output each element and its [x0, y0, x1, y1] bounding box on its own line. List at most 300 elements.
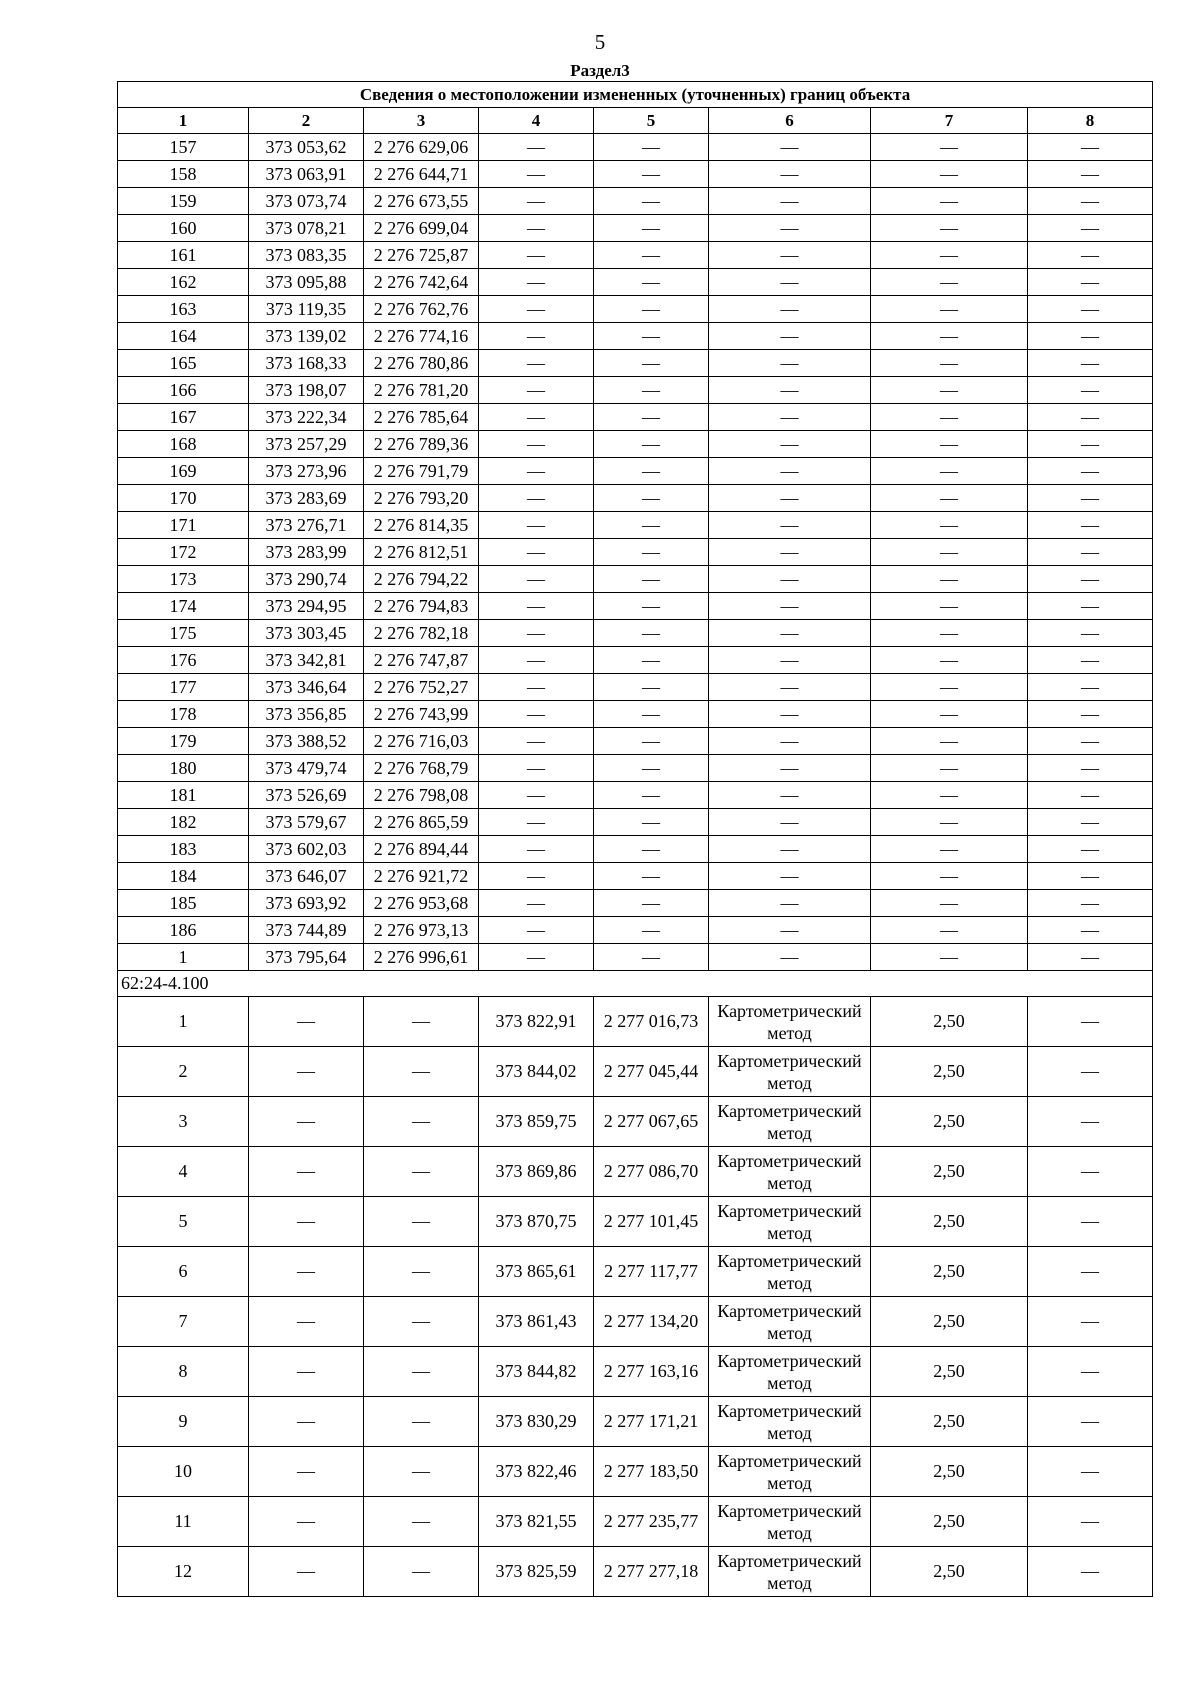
- table-row: [118, 755, 1153, 782]
- table-cell: 2,50: [871, 1497, 1028, 1547]
- table-cell: —: [1028, 1397, 1153, 1447]
- table-cell: —: [871, 350, 1028, 377]
- table-cell: 373 276,71: [249, 512, 364, 539]
- table-cell: —: [594, 917, 709, 944]
- table-cell: 373 830,29: [479, 1397, 594, 1447]
- table-cell: 373 168,33: [249, 350, 364, 377]
- table-cell: 373 795,64: [249, 944, 364, 971]
- table-cell: 7: [118, 1297, 249, 1347]
- table-cell: 2,50: [871, 1297, 1028, 1347]
- table-cell: 2,50: [871, 1447, 1028, 1497]
- table-cell: 2 277 067,65: [594, 1097, 709, 1147]
- table-row: [118, 485, 1153, 512]
- table-cell: —: [594, 242, 709, 269]
- table-cell: 2 276 791,79: [364, 458, 479, 485]
- table-cell: 2 276 781,20: [364, 377, 479, 404]
- table-cell: —: [594, 944, 709, 971]
- table-row: [118, 728, 1153, 755]
- table-cell: 2 276 725,87: [364, 242, 479, 269]
- table-cell: —: [364, 1547, 479, 1597]
- table-cell: —: [871, 566, 1028, 593]
- table-cell: —: [249, 1197, 364, 1247]
- table-row: [118, 593, 1153, 620]
- table-row: [118, 1297, 1153, 1347]
- table-cell: —: [249, 1297, 364, 1347]
- table-cell: 177: [118, 674, 249, 701]
- table-cell: —: [479, 566, 594, 593]
- table-cell: Картометрический метод: [709, 1397, 871, 1447]
- table-cell: —: [594, 296, 709, 323]
- table-cell: —: [594, 350, 709, 377]
- table-row: [118, 296, 1153, 323]
- table-cell: —: [364, 1497, 479, 1547]
- table-cell: 2,50: [871, 1047, 1028, 1097]
- table-cell: 373 861,43: [479, 1297, 594, 1347]
- table-cell: —: [709, 242, 871, 269]
- table-cell: 2,50: [871, 1347, 1028, 1397]
- table-cell: —: [479, 512, 594, 539]
- table-cell: —: [594, 647, 709, 674]
- table-cell: 157: [118, 134, 249, 161]
- table-cell: —: [594, 215, 709, 242]
- table-cell: —: [479, 836, 594, 863]
- table-cell: 373 822,91: [479, 997, 594, 1047]
- table-cell: 373 283,69: [249, 485, 364, 512]
- table-cell: 373 095,88: [249, 269, 364, 296]
- table-cell: 166: [118, 377, 249, 404]
- table-cell: —: [1028, 1497, 1153, 1547]
- table-cell: 373 356,85: [249, 701, 364, 728]
- table-cell: 2 276 785,64: [364, 404, 479, 431]
- table-cell: —: [1028, 566, 1153, 593]
- table-cell: —: [594, 836, 709, 863]
- table-cell: —: [871, 782, 1028, 809]
- table-cell: 2 276 782,18: [364, 620, 479, 647]
- table-cell: —: [1028, 134, 1153, 161]
- table-row: [118, 1397, 1153, 1447]
- table-cell: —: [594, 701, 709, 728]
- table-cell: —: [709, 674, 871, 701]
- table-cell: 373 870,75: [479, 1197, 594, 1247]
- table-cell: 172: [118, 539, 249, 566]
- table-row: [118, 647, 1153, 674]
- table-cell: 373 222,34: [249, 404, 364, 431]
- table-cell: 373 053,62: [249, 134, 364, 161]
- table-cell: 171: [118, 512, 249, 539]
- table-cell: 183: [118, 836, 249, 863]
- table-cell: 2,50: [871, 1147, 1028, 1197]
- table-row: [118, 1347, 1153, 1397]
- table-cell: —: [871, 674, 1028, 701]
- table-cell: —: [1028, 701, 1153, 728]
- table-row: [118, 1247, 1153, 1297]
- table-cell: —: [479, 188, 594, 215]
- table-cell: —: [594, 431, 709, 458]
- table-cell: 10: [118, 1447, 249, 1497]
- table-cell: 1: [118, 944, 249, 971]
- table-cell: —: [1028, 404, 1153, 431]
- table-body: [118, 82, 1153, 1597]
- table-cell: 373 346,64: [249, 674, 364, 701]
- table-cell: —: [871, 188, 1028, 215]
- table-cell: 2 276 794,83: [364, 593, 479, 620]
- table-cell: —: [1028, 269, 1153, 296]
- table-cell: 373 479,74: [249, 755, 364, 782]
- column-header: 1: [118, 108, 249, 134]
- table-cell: —: [249, 1397, 364, 1447]
- table-row: [118, 1097, 1153, 1147]
- table-cell: —: [1028, 863, 1153, 890]
- table-cell: —: [709, 269, 871, 296]
- table-cell: 373 869,86: [479, 1147, 594, 1197]
- table-cell: 6: [118, 1247, 249, 1297]
- table-cell: —: [871, 323, 1028, 350]
- table-row: [118, 782, 1153, 809]
- table-cell: —: [249, 997, 364, 1047]
- table-row: [118, 944, 1153, 971]
- table-cell: —: [594, 161, 709, 188]
- table-cell: 2 276 752,27: [364, 674, 479, 701]
- page-number: 5: [594, 30, 606, 54]
- table-cell: 2 276 814,35: [364, 512, 479, 539]
- table-cell: 162: [118, 269, 249, 296]
- table-cell: 164: [118, 323, 249, 350]
- table-cell: —: [1028, 512, 1153, 539]
- table-cell: —: [871, 512, 1028, 539]
- table-cell: 4: [118, 1147, 249, 1197]
- table-caption-row: [118, 82, 1153, 108]
- table-cell: —: [594, 404, 709, 431]
- table-row: [118, 1547, 1153, 1597]
- table-cell: —: [709, 755, 871, 782]
- table-cell: 2,50: [871, 1247, 1028, 1297]
- table-cell: 2 276 747,87: [364, 647, 479, 674]
- table-cell: 163: [118, 296, 249, 323]
- table-cell: —: [594, 620, 709, 647]
- table-row: [118, 458, 1153, 485]
- table-cell: Картометрический метод: [709, 1447, 871, 1497]
- table-cell: —: [479, 944, 594, 971]
- table-cell: 2 276 768,79: [364, 755, 479, 782]
- table-cell: —: [479, 404, 594, 431]
- table-cell: 2,50: [871, 1397, 1028, 1447]
- column-header: 4: [479, 108, 594, 134]
- table-cell: —: [479, 134, 594, 161]
- table-cell: —: [709, 566, 871, 593]
- table-cell: —: [1028, 215, 1153, 242]
- table-cell: 2 276 673,55: [364, 188, 479, 215]
- table-cell: 2 276 894,44: [364, 836, 479, 863]
- table-cell: 2 276 780,86: [364, 350, 479, 377]
- table-cell: Картометрический метод: [709, 1247, 871, 1297]
- table-cell: —: [709, 296, 871, 323]
- table-cell: —: [1028, 431, 1153, 458]
- table-cell: —: [249, 1147, 364, 1197]
- table-cell: —: [1028, 323, 1153, 350]
- table-cell: —: [871, 296, 1028, 323]
- column-header: 3: [364, 108, 479, 134]
- table-cell: —: [1028, 1047, 1153, 1097]
- table-cell: —: [871, 917, 1028, 944]
- table-cell: —: [364, 1097, 479, 1147]
- section-title: Раздел3: [570, 61, 630, 80]
- table-cell: 174: [118, 593, 249, 620]
- table-cell: —: [479, 917, 594, 944]
- table-cell: 373 646,07: [249, 863, 364, 890]
- table-cell: 373 342,81: [249, 647, 364, 674]
- table-cell: —: [1028, 242, 1153, 269]
- table-cell: —: [709, 512, 871, 539]
- table-cell: —: [1028, 539, 1153, 566]
- table-cell: —: [249, 1097, 364, 1147]
- table-cell: —: [479, 539, 594, 566]
- table-cell: —: [871, 134, 1028, 161]
- table-cell: —: [871, 647, 1028, 674]
- column-header: 6: [709, 108, 871, 134]
- table-row: [118, 836, 1153, 863]
- table-cell: 2 276 794,22: [364, 566, 479, 593]
- table-cell: —: [1028, 836, 1153, 863]
- table-cell: 167: [118, 404, 249, 431]
- table-header-row: [118, 108, 1153, 134]
- table-cell: —: [479, 242, 594, 269]
- table-cell: 2 276 793,20: [364, 485, 479, 512]
- table-cell: 1: [118, 997, 249, 1047]
- table-cell: —: [1028, 890, 1153, 917]
- table-cell: —: [1028, 1197, 1153, 1247]
- table-cell: —: [1028, 377, 1153, 404]
- table-cell: —: [871, 728, 1028, 755]
- table-row: [118, 377, 1153, 404]
- table-cell: 5: [118, 1197, 249, 1247]
- table-cell: —: [871, 458, 1028, 485]
- table-cell: —: [594, 674, 709, 701]
- table-cell: —: [1028, 458, 1153, 485]
- table-cell: 373 579,67: [249, 809, 364, 836]
- table-cell: —: [1028, 917, 1153, 944]
- table-cell: 2 277 183,50: [594, 1447, 709, 1497]
- table-cell: 2 276 743,99: [364, 701, 479, 728]
- table-cell: 2,50: [871, 1097, 1028, 1147]
- table-cell: 373 526,69: [249, 782, 364, 809]
- table-cell: —: [1028, 782, 1153, 809]
- table-row: [118, 512, 1153, 539]
- table-cell: 181: [118, 782, 249, 809]
- table-cell: —: [871, 701, 1028, 728]
- table-cell: 2 276 865,59: [364, 809, 479, 836]
- table-cell: —: [1028, 809, 1153, 836]
- table-cell: —: [871, 377, 1028, 404]
- table-cell: —: [249, 1047, 364, 1097]
- table-cell: —: [364, 1297, 479, 1347]
- table-cell: —: [249, 1547, 364, 1597]
- table-cell: —: [871, 944, 1028, 971]
- table-caption: Сведения о местоположении измененных (уточненных) границ объекта: [118, 82, 1153, 108]
- table-cell: —: [709, 188, 871, 215]
- table-cell: —: [594, 728, 709, 755]
- table-cell: 373 388,52: [249, 728, 364, 755]
- table-cell: —: [479, 458, 594, 485]
- table-row: [118, 539, 1153, 566]
- table-cell: 2 276 716,03: [364, 728, 479, 755]
- table-cell: 2 276 762,76: [364, 296, 479, 323]
- table-cell: 373 303,45: [249, 620, 364, 647]
- table-cell: 9: [118, 1397, 249, 1447]
- table-cell: —: [709, 485, 871, 512]
- table-cell: 178: [118, 701, 249, 728]
- table-row: [118, 350, 1153, 377]
- table-cell: —: [1028, 1297, 1153, 1347]
- table-row: [118, 269, 1153, 296]
- table-cell: 2 276 973,13: [364, 917, 479, 944]
- table-cell: —: [364, 1447, 479, 1497]
- table-cell: —: [594, 323, 709, 350]
- table-cell: —: [1028, 647, 1153, 674]
- table-cell: 176: [118, 647, 249, 674]
- table-row: [118, 997, 1153, 1047]
- table-cell: —: [479, 755, 594, 782]
- table-cell: 169: [118, 458, 249, 485]
- table-row: [118, 809, 1153, 836]
- table-cell: —: [871, 593, 1028, 620]
- table-cell: —: [364, 1247, 479, 1297]
- table-cell: —: [709, 323, 871, 350]
- table-cell: —: [709, 782, 871, 809]
- table-cell: —: [364, 1347, 479, 1397]
- table-row: [118, 134, 1153, 161]
- table-cell: 159: [118, 188, 249, 215]
- table-cell: —: [479, 215, 594, 242]
- table-cell: —: [871, 890, 1028, 917]
- table-cell: —: [1028, 674, 1153, 701]
- table-row: [118, 242, 1153, 269]
- table-cell: —: [709, 809, 871, 836]
- table-row: [118, 404, 1153, 431]
- table-cell: —: [479, 809, 594, 836]
- table-cell: 3: [118, 1097, 249, 1147]
- table-cell: 2 277 101,45: [594, 1197, 709, 1247]
- table-cell: —: [871, 836, 1028, 863]
- table-row: [118, 566, 1153, 593]
- table-cell: —: [709, 593, 871, 620]
- table-cell: 180: [118, 755, 249, 782]
- table-cell: 373 083,35: [249, 242, 364, 269]
- table-cell: Картометрический метод: [709, 1097, 871, 1147]
- table-cell: —: [1028, 1447, 1153, 1497]
- table-cell: —: [594, 188, 709, 215]
- table-row: [118, 620, 1153, 647]
- table-row: [118, 1497, 1153, 1547]
- table-cell: Картометрический метод: [709, 1047, 871, 1097]
- table-row: [118, 215, 1153, 242]
- table-cell: 2,50: [871, 1547, 1028, 1597]
- table-cell: 2 276 742,64: [364, 269, 479, 296]
- table-cell: 185: [118, 890, 249, 917]
- table-cell: 161: [118, 242, 249, 269]
- table-cell: —: [479, 674, 594, 701]
- table-cell: —: [1028, 944, 1153, 971]
- table-row: [118, 1047, 1153, 1097]
- table-cell: 373 063,91: [249, 161, 364, 188]
- table-cell: —: [709, 728, 871, 755]
- table-cell: —: [249, 1447, 364, 1497]
- table-cell: —: [709, 215, 871, 242]
- table-cell: 175: [118, 620, 249, 647]
- table-row: [118, 323, 1153, 350]
- table-cell: —: [1028, 1347, 1153, 1397]
- table-cell: —: [709, 539, 871, 566]
- table-cell: —: [871, 485, 1028, 512]
- table-cell: 182: [118, 809, 249, 836]
- table-cell: 373 844,02: [479, 1047, 594, 1097]
- table-cell: 2 276 798,08: [364, 782, 479, 809]
- table-cell: —: [594, 890, 709, 917]
- table-row: [118, 701, 1153, 728]
- table-cell: —: [364, 1147, 479, 1197]
- table-cell: —: [871, 863, 1028, 890]
- table-cell: —: [871, 161, 1028, 188]
- table-cell: 2: [118, 1047, 249, 1097]
- table-cell: —: [709, 863, 871, 890]
- table-cell: —: [1028, 161, 1153, 188]
- table-cell: —: [709, 431, 871, 458]
- table-cell: —: [709, 701, 871, 728]
- table-cell: —: [594, 458, 709, 485]
- table-cell: 2 277 277,18: [594, 1547, 709, 1597]
- table-cell: —: [479, 647, 594, 674]
- table-cell: —: [364, 1197, 479, 1247]
- table-cell: —: [1028, 755, 1153, 782]
- table-cell: —: [479, 728, 594, 755]
- table-cell: 173: [118, 566, 249, 593]
- column-header: 5: [594, 108, 709, 134]
- table-cell: —: [1028, 1547, 1153, 1597]
- table-cell: —: [594, 782, 709, 809]
- table-row: [118, 1147, 1153, 1197]
- table-cell: —: [594, 269, 709, 296]
- table-cell: 2 276 812,51: [364, 539, 479, 566]
- object-cadastral-number: 62:24-4.100: [118, 971, 1153, 997]
- table-cell: —: [1028, 1247, 1153, 1297]
- table-cell: —: [479, 593, 594, 620]
- table-cell: —: [1028, 997, 1153, 1047]
- table-cell: —: [479, 863, 594, 890]
- table-cell: Картометрический метод: [709, 997, 871, 1047]
- table-cell: —: [364, 1397, 479, 1447]
- object-row: [118, 971, 1153, 997]
- table-cell: 373 822,46: [479, 1447, 594, 1497]
- column-header: 7: [871, 108, 1028, 134]
- table-cell: —: [709, 134, 871, 161]
- table-cell: —: [479, 701, 594, 728]
- table-cell: Картометрический метод: [709, 1497, 871, 1547]
- table-row: [118, 188, 1153, 215]
- table-cell: —: [1028, 296, 1153, 323]
- table-cell: 11: [118, 1497, 249, 1547]
- table-cell: 373 294,95: [249, 593, 364, 620]
- table-cell: 12: [118, 1547, 249, 1597]
- table-cell: —: [871, 620, 1028, 647]
- table-cell: 373 290,74: [249, 566, 364, 593]
- table-cell: 184: [118, 863, 249, 890]
- table-cell: 2 277 235,77: [594, 1497, 709, 1547]
- table-cell: 168: [118, 431, 249, 458]
- table-cell: —: [364, 997, 479, 1047]
- table-cell: —: [479, 296, 594, 323]
- table-cell: —: [479, 620, 594, 647]
- table-cell: Картометрический метод: [709, 1197, 871, 1247]
- table-cell: Картометрический метод: [709, 1347, 871, 1397]
